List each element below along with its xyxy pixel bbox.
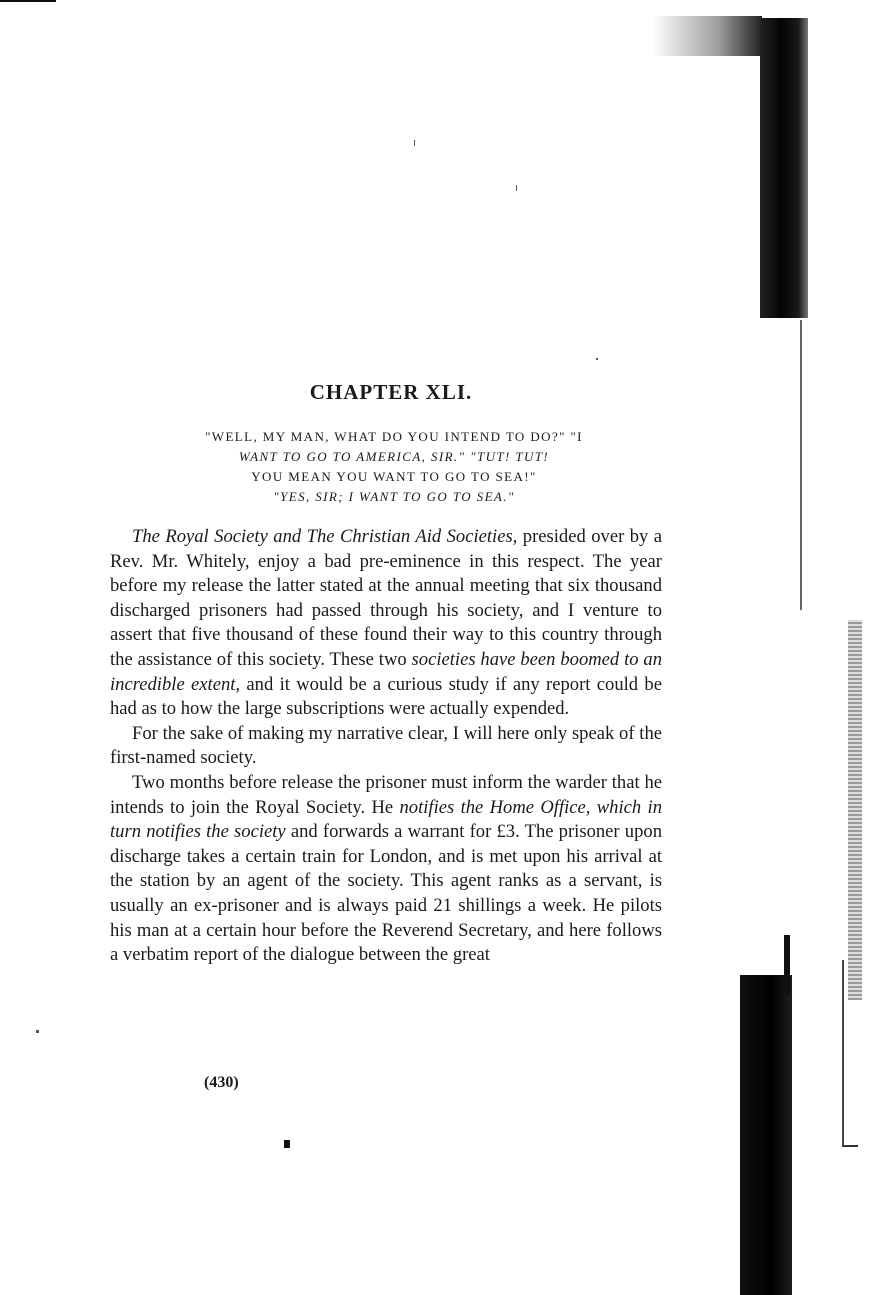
paragraph: For the sake of making my narrative clear, I will here only speak of the first-named society. (110, 722, 662, 769)
text-run: Two months before release the prisoner must inform the warder that he intends to join the Royal Society. He (110, 771, 662, 818)
epigraph-line: "WELL, MY MAN, WHAT DO YOU INTEND TO DO?" "I (205, 429, 583, 444)
paragraph (110, 525, 662, 722)
epigraph-line: "YES, SIR; I WANT TO GO TO SEA." (273, 489, 515, 504)
epigraph-line: YOU MEAN YOU WANT TO GO TO SEA!" (251, 469, 537, 484)
specks (596, 358, 598, 360)
specks (414, 140, 415, 146)
chapter-heading: CHAPTER XLI. (309, 380, 473, 404)
top-left-rule (0, 0, 56, 2)
chapter-epigraph (126, 427, 662, 507)
page-number: (430) (204, 1074, 239, 1091)
right-edge-outline-vert (842, 960, 844, 1146)
text-run: presided over by a Rev. Mr. Whitely, enjoy a bad pre-eminence in this respect. The year before my release the latter stated at the annual meeting that six thousand discharged prisoners had passed through his society, and I venture to assert that five thousand of these found their way to this country through the assistance of this society. These two (110, 526, 663, 670)
paragraph (110, 771, 662, 968)
italic-text: notifies the Home Office, which in turn notifies the society (110, 796, 662, 843)
italic-text: The Royal Society and The Christian Aid Societies, (132, 526, 518, 547)
text-run: and it would be a curious study if any report could be had as to how the large subscriptions were actually expended. (110, 673, 662, 720)
text-run: and forwards a warrant for £3. The prisoner upon discharge takes a certain train for London, and is met upon his arrival at the station by an agent of the society. This agent ranks as a servant, is usually an ex-prisoner and is always paid 21 shillings a week. He pilots his man at a certain hour before the Reverend Secretary, and here follows a verbatim report of the dialogue between the great (110, 821, 662, 966)
right-edge-texture (848, 620, 862, 1000)
italic-text: societies have been boomed to an incredible extent, (110, 648, 663, 695)
epigraph-line: WANT TO GO TO AMERICA, SIR." "TUT! TUT! (238, 449, 550, 464)
right-edge-shadow-top (760, 18, 808, 318)
body-text (110, 525, 662, 968)
specks (36, 1030, 39, 1033)
right-edge-shadow-bottom-cap (784, 935, 790, 995)
right-edge-outline (842, 1145, 858, 1147)
right-edge-shadow-bottom (740, 975, 792, 1295)
book-page (110, 380, 662, 968)
specks (516, 185, 517, 191)
right-edge-line (800, 320, 802, 610)
right-edge-shadow-top-fade (652, 16, 762, 56)
specks (284, 1140, 290, 1148)
